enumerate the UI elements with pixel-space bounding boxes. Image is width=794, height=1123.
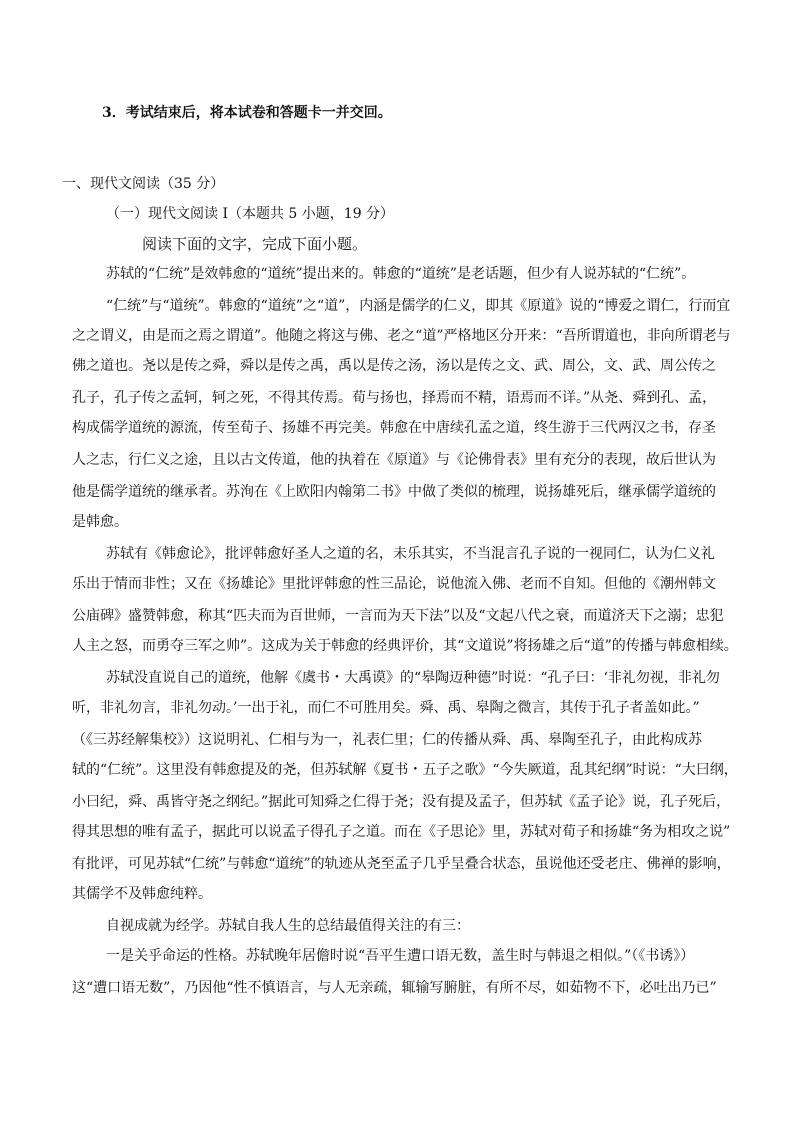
passage-line: 公庙碑》盛赞韩愈，称其“匹夫而为百世师，一言而为天下法”以及“文起八代之衰，而道济天下之溺；忠犯 [72, 608, 724, 624]
passage-line: 苏轼有《韩愈论》，批评韩愈好圣人之道的名，未乐其实，不当混言孔子说的一视同仁，认为仁义礼 [106, 546, 715, 562]
passage-line: 人之志，行仁义之途，且以古文传道，他的执着在《原道》与《论佛骨表》里有充分的表现，故后世认为 [72, 452, 716, 468]
section-subheading: （一）现代文阅读 I（本题共 5 小题，19 分） [106, 206, 395, 222]
passage-line: 得其思想的唯有孟子，据此可以说孟子得孔子之道。而在《子思论》里，苏轼对荀子和扬雄“务为相攻之说” [72, 824, 731, 840]
passage-line: 之之谓义，由是而之焉之谓道”。他随之将这与佛、老之“道”严格地区分开来：“吾所谓道也，非向所谓老与 [72, 328, 731, 344]
passage-line: 一是关乎命运的性格。苏轼晚年居儋时说“吾平生遭口语无数，盖生时与韩退之相似。”（《书诱》） [106, 948, 695, 964]
passage-line: 乐出于情而非性；又在《扬雄论》里批评韩愈的性三品论，说他流入佛、老而不自知。但他的《潮州韩文 [72, 576, 716, 592]
passage-line: 佛之道也。尧以是传之舜，舜以是传之禹，禹以是传之汤，汤以是传之文、武、周公，文、武、周公传之 [72, 358, 716, 374]
section-heading: 一、现代文阅读（35 分） [62, 176, 225, 192]
passage-line: 其儒学不及韩愈纯粹。 [72, 886, 212, 902]
passage-line: 这“遭口语无数”，乃因他“性不慎语言，与人无亲疏，辄输写腑脏，有所不尽，如茹物不下，必吐出乃已” [72, 980, 717, 996]
passage-line: （《三苏经解集校》）这说明礼、仁相与为一，礼表仁里；仁的传播从舜、禹、皋陶至孔子，由此构成苏 [72, 732, 702, 748]
passage-line: 有批评，可见苏轼“仁统”与韩愈“道统”的轨迹从尧至孟子几乎呈叠合状态，虽说他还受老庄、佛禅的影响， [72, 856, 731, 872]
passage-line: “仁统”与“道统”。韩愈的“道统”之“道”，内涵是儒学的仁义，即其《原道》说的“博爱之谓仁，行而宜 [106, 298, 731, 314]
passage-line: 苏轼没直说自己的道统，他解《虞书・大禹谟》的“皋陶迈种德”时说：“孔子曰：‘非礼勿视，非礼勿 [106, 670, 720, 686]
passage-line: 小曰纪，舜、禹皆守尧之纲纪。”据此可知舜之仁得于尧；没有提及孟子，但苏轼《孟子论》说，孔子死后， [72, 794, 731, 810]
passage-line: 自视成就为经学。苏轼自我人生的总结最值得关注的有三： [106, 918, 470, 934]
passage-line: 是韩愈。 [72, 514, 128, 530]
passage-line: 构成儒学道统的源流，传至荀子、扬雄不再完美。韩愈在中唐续孔孟之道，终生游于三代两汉之书，存圣 [72, 420, 716, 436]
notice-item-3: 3．考试结束后，将本试卷和答题卡一并交回。 [102, 105, 392, 121]
reading-instruction: 阅读下面的文字，完成下面小题。 [142, 235, 368, 253]
passage-line: 孔子，孔子传之孟轲，轲之死，不得其传焉。荀与扬也，择焉而不精，语焉而不详。”从尧、舜到孔、孟， [72, 390, 717, 406]
passage-line: 苏轼的“仁统”是效韩愈的“道统”提出来的。韩愈的“道统”是老话题，但少有人说苏轼的“仁统”。 [106, 266, 696, 282]
passage-line: 轼的“仁统”。这里没有韩愈提及的尧，但苏轼解《夏书・五子之歌》“今失厥道，乱其纪纲”时说：“大曰纲， [72, 762, 738, 778]
passage-line: 听，非礼勿言，非礼勿动。’一出于礼，而仁不可胜用矣。舜、禹、皋陶之微言，其传于孔子者盖如此。” [72, 700, 700, 716]
passage-line: 人主之怒，而勇夺三军之帅”。这成为关于韩愈的经典评价，其“文道说”将扬雄之后“道”的传播与韩愈相续。 [72, 638, 738, 654]
passage-line: 他是儒学道统的继承者。苏洵在《上欧阳内翰第二书》中做了类似的梳理，说扬雄死后，继承儒学道统的 [72, 484, 716, 500]
